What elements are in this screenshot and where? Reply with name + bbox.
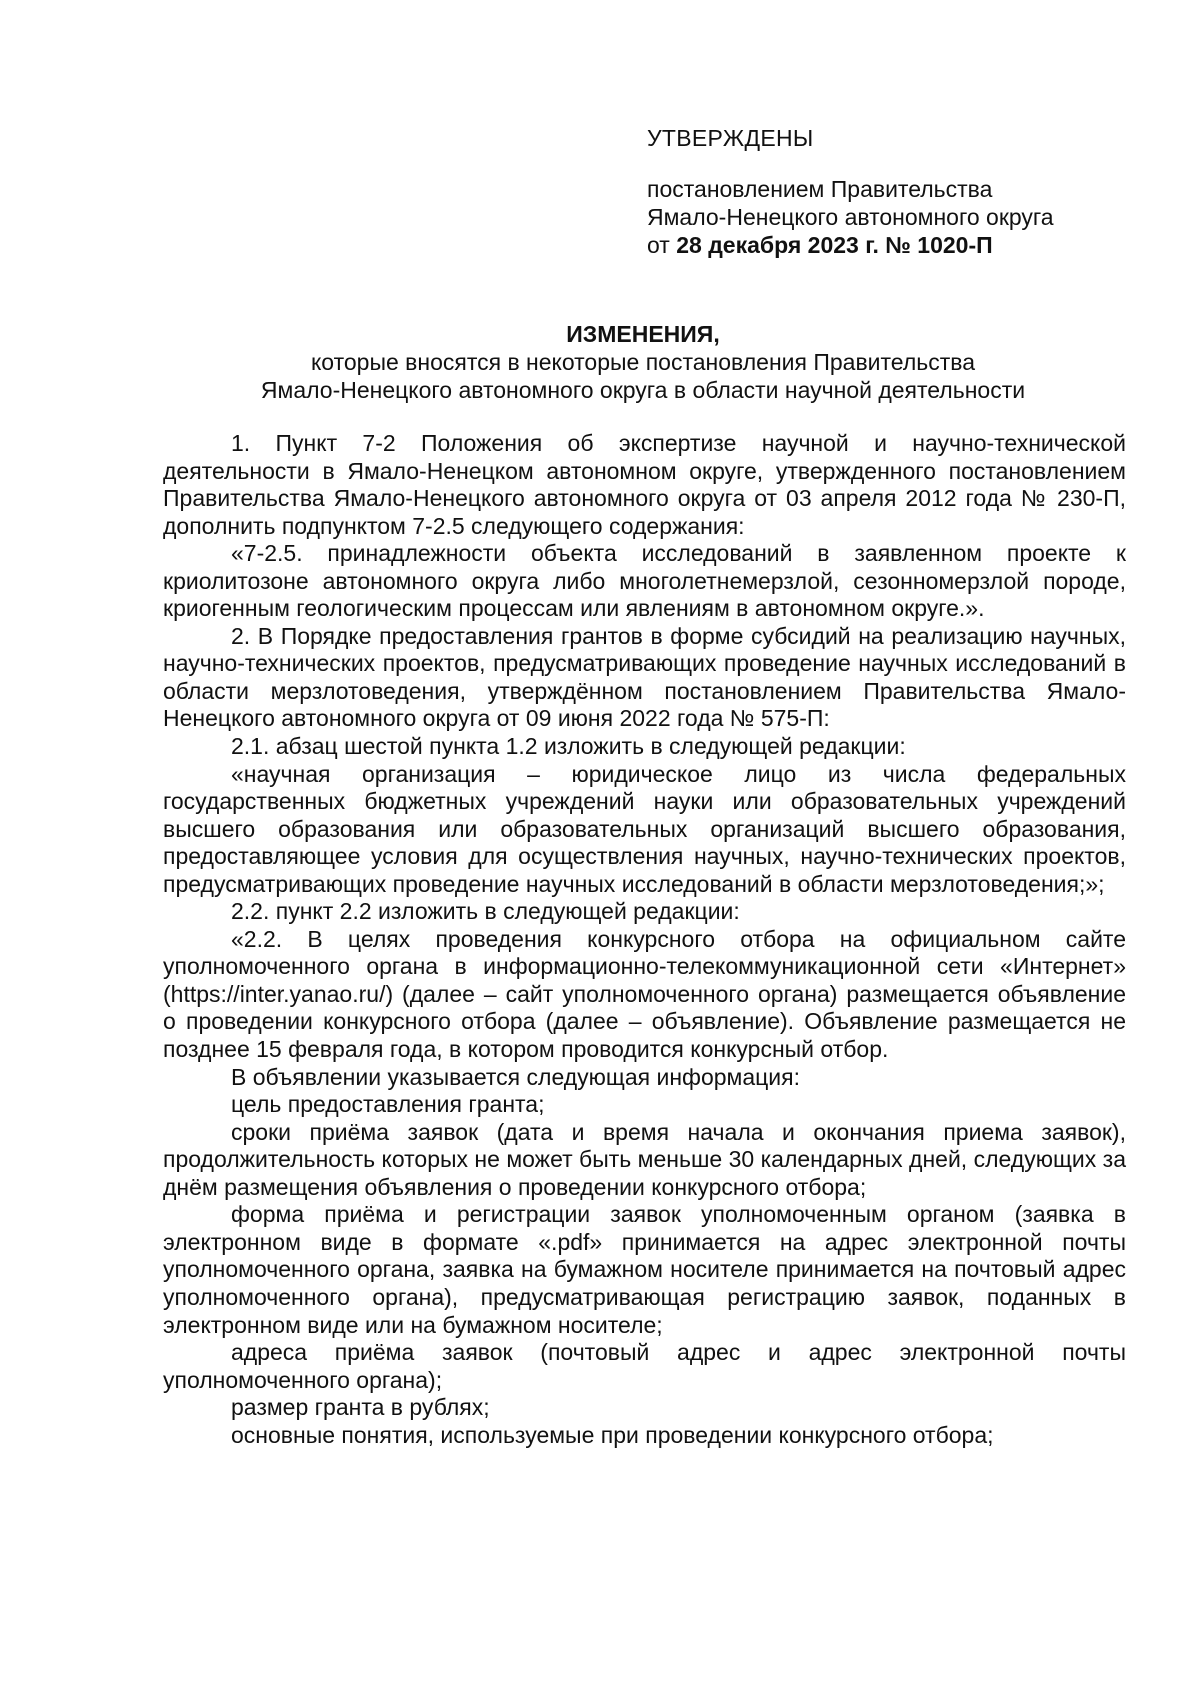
document-heading	[160, 320, 1126, 404]
paragraph: размер гранта в рублях;	[231, 1394, 490, 1421]
paragraph: 2.2. пункт 2.2 изложить в следующей редакции:	[231, 898, 740, 925]
paragraph: цель предоставления гранта;	[231, 1091, 545, 1118]
document-subtitle-line-1: которые вносятся в некоторые постановления Правительства	[310, 349, 976, 375]
paragraph: сроки приёма заявок (дата и время начала и окончания приема заявок), продолжительность которых не может быть меньше 30 календарных дней, следующих за днём размещения объявления о проведении конкурсного отбора;	[163, 1118, 1126, 1200]
paragraph: «2.2. В целях проведения конкурсного отбора на официальном сайте уполномоченного органа в информационно-телекоммуникационной сети «Интернет» (https://inter.yanao.ru/) (далее – сайт уполномоченного органа) размещается объявление о проведении конкурсного отбора (далее – объявление). Объявление размещается не позднее 15 февраля года, в котором проводится конкурсный отбор.	[163, 925, 1126, 1063]
document-subtitle-line-2: Ямало-Ненецкого автономного округа в области научной деятельности	[260, 377, 1026, 403]
approval-date-value: 28 декабря 2023 г. № 1020-П	[676, 232, 993, 258]
paragraph: 2. В Порядке предоставления грантов в форме субсидий на реализацию научных, научно-технических проектов, предусматривающих проведение научных исследований в области мерзлотоведения, утверждённом постановлением Правительства Ямало-Ненецкого автономного округа от 09 июня 2022 года № 575-П:	[163, 622, 1126, 732]
paragraph: «7-2.5. принадлежности объекта исследований в заявленном проекте к криолитозоне автономного округа либо многолетнемерзлой, сезонномерзлой породе, криогенным геологическим процессам или явлениям в автономном округе.».	[163, 540, 1126, 622]
paragraph: В объявлении указывается следующая информация:	[231, 1063, 800, 1090]
paragraph: 2.1. абзац шестой пункта 1.2 изложить в следующей редакции:	[231, 733, 906, 760]
paragraph: форма приёма и регистрации заявок уполномоченным органом (заявка в электронном виде в формате «.pdf» принимается на адрес электронной почты уполномоченного органа, заявка на бумажном носителе принимается на почтовый адрес уполномоченного органа), предусматривающая регистрацию заявок, поданных в электронном виде или на бумажном носителе;	[163, 1201, 1126, 1338]
document-body	[163, 430, 1126, 1449]
paragraph: «научная организация – юридическое лицо из числа федеральных государственных бюджетных учреждений науки или образовательных учреждений высшего образования или образовательных организаций высшего образования, предоставляющее условия для осуществления научных, научно-технических проектов, предусматривающих проведение научных исследований в области мерзлотоведения;»;	[163, 760, 1126, 897]
approval-date-prefix: от	[647, 232, 670, 258]
approval-block	[647, 124, 1167, 259]
paragraph: адреса приёма заявок (почтовый адрес и адрес электронной почты уполномоченного органа);	[163, 1339, 1126, 1393]
approval-line-1: постановлением Правительства	[647, 176, 993, 202]
approval-date	[647, 231, 1167, 259]
approval-line-2: Ямало-Ненецкого автономного округа	[647, 204, 1054, 230]
document-title: ИЗМЕНЕНИЯ,	[566, 321, 720, 347]
paragraph: основные понятия, используемые при проведении конкурсного отбора;	[231, 1421, 994, 1448]
paragraph: 1. Пункт 7-2 Положения об экспертизе научной и научно-технической деятельности в Ямало-Ненецком автономном округе, утвержденного постановлением Правительства Ямало-Ненецкого автономного округа от 03 апреля 2012 года № 230-П, дополнить подпунктом 7-2.5 следующего содержания:	[163, 430, 1126, 539]
approval-stamp: УТВЕРЖДЕНЫ	[647, 125, 814, 151]
